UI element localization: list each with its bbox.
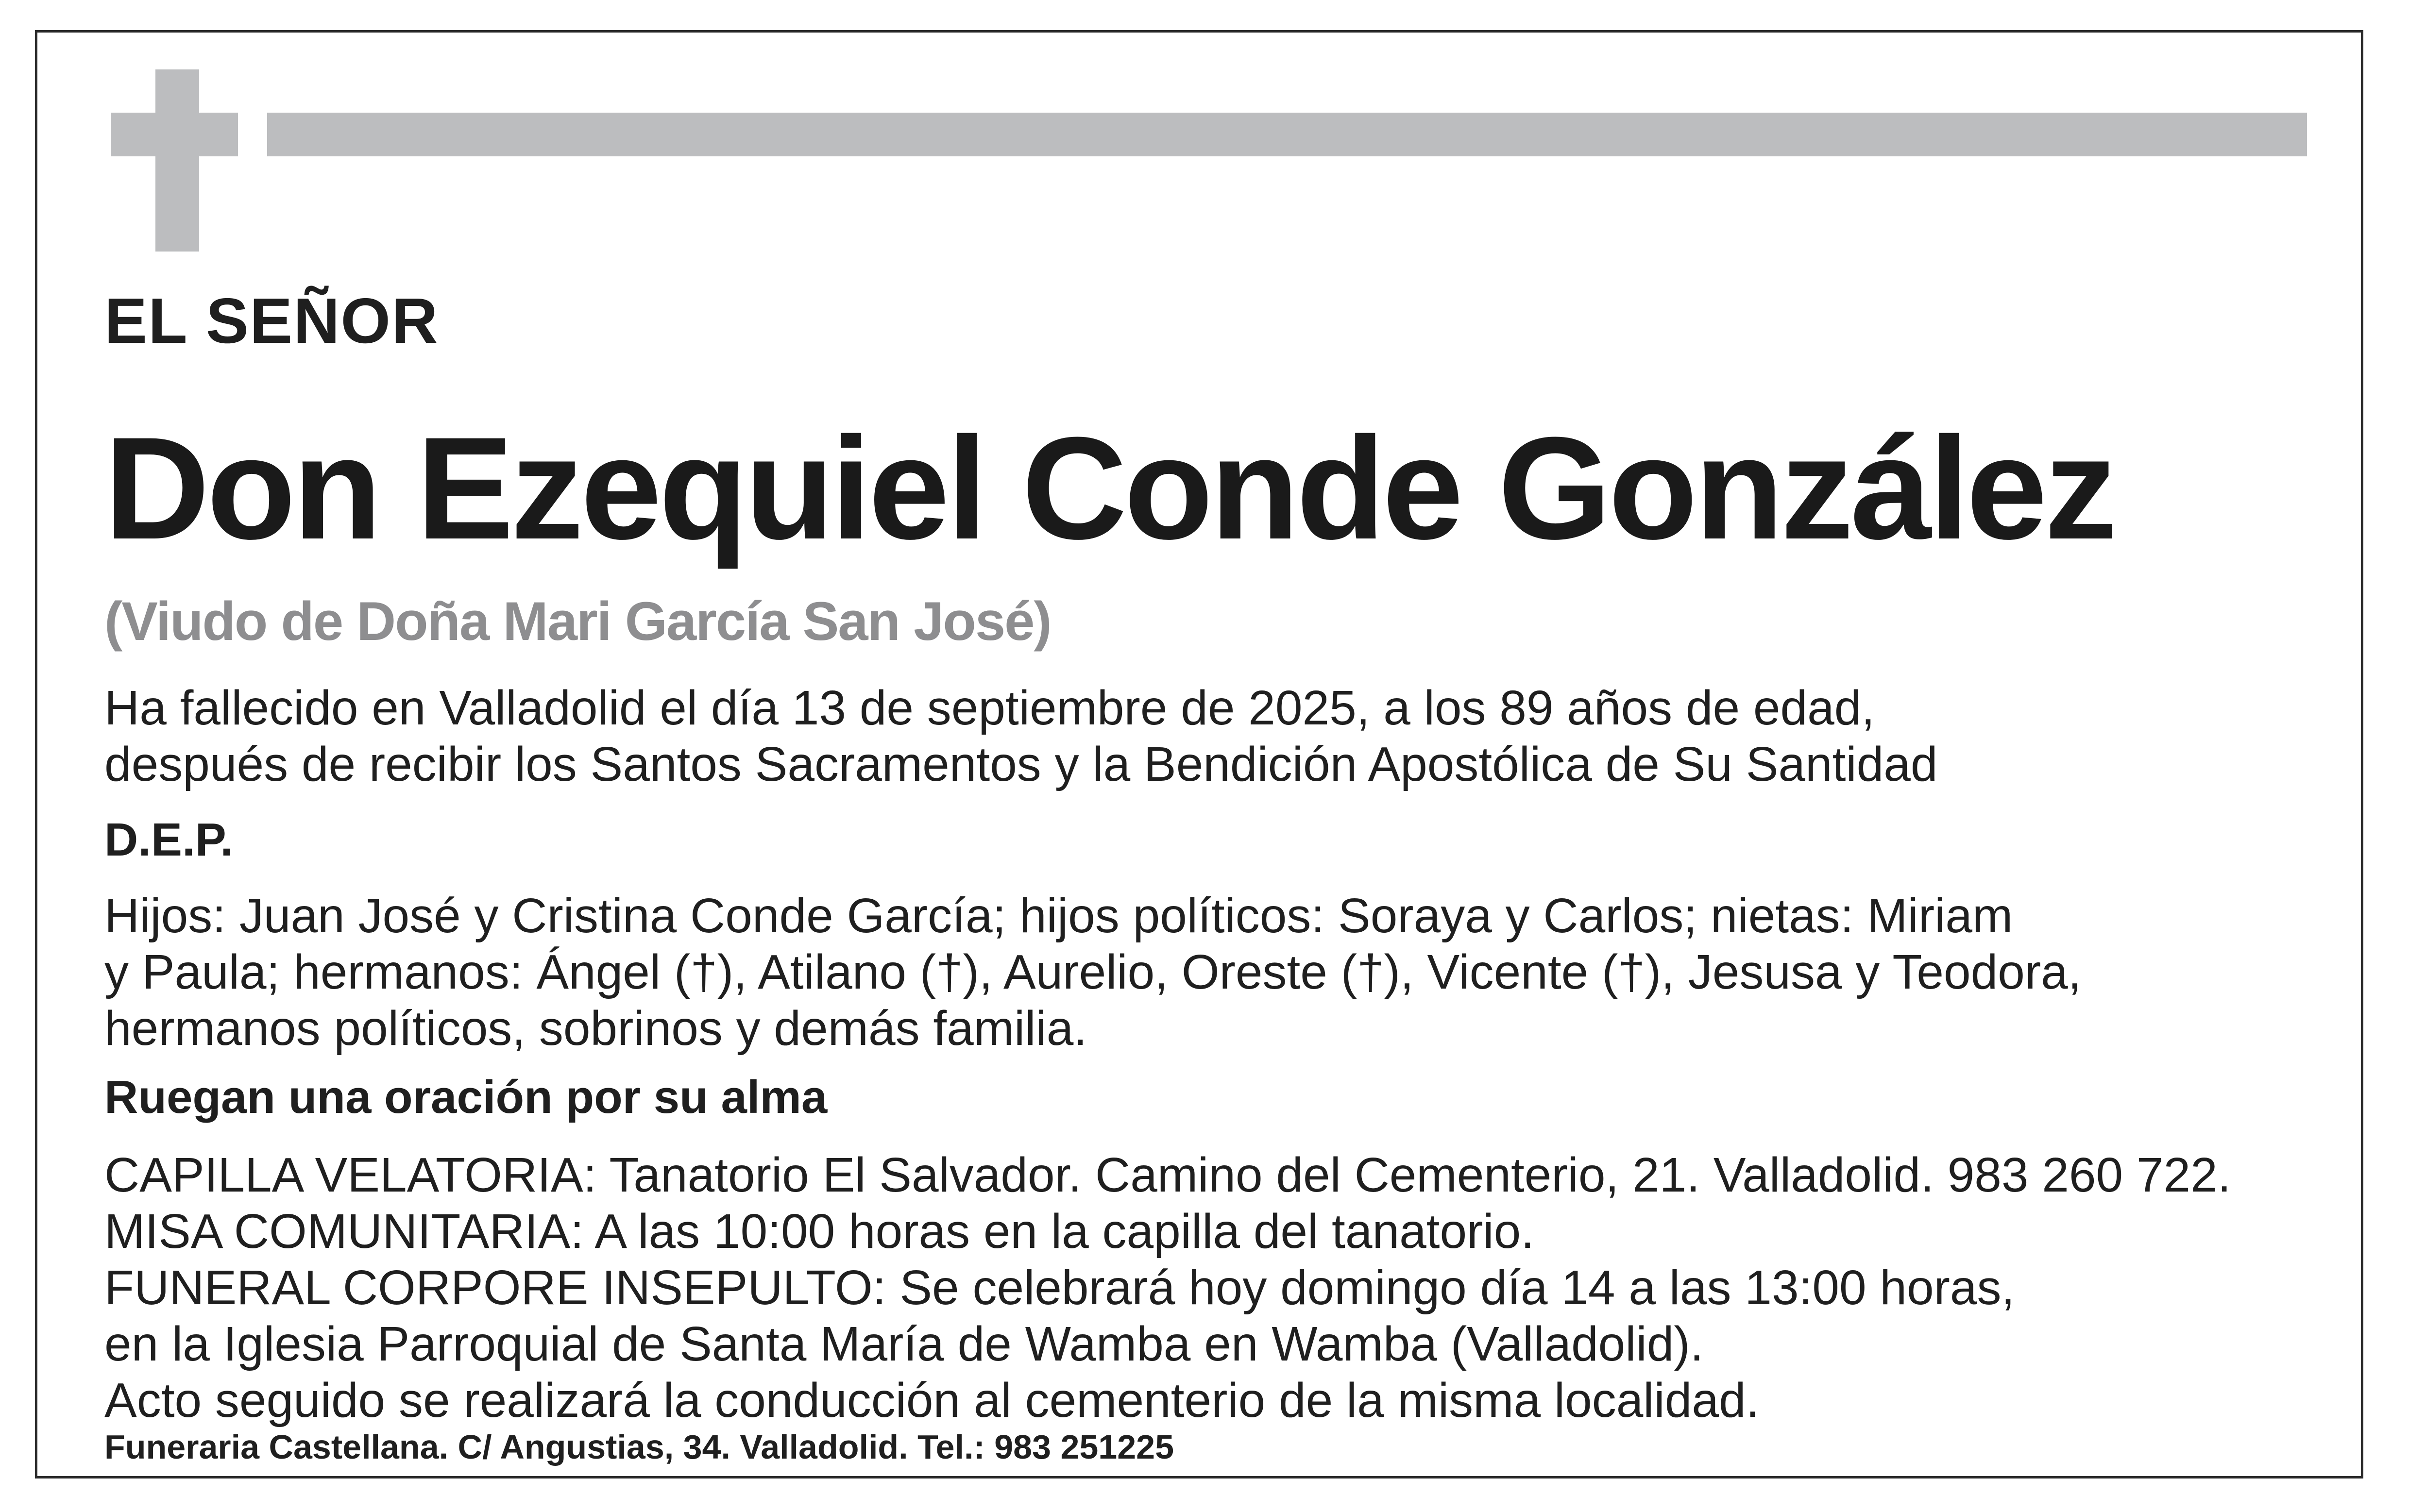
service-details-paragraph	[104, 1147, 2231, 1428]
deceased-name: Don Ezequiel Conde González	[104, 406, 2115, 570]
service-detail-line: en la Iglesia Parroquial de Santa María de Wamba en Wamba (Valladolid).	[104, 1317, 1704, 1371]
honorific-title: EL SEÑOR	[104, 285, 439, 356]
service-detail-line: MISA COMUNITARIA: A las 10:00 horas en la capilla del tanatorio.	[104, 1204, 1534, 1259]
header-rule	[267, 113, 2307, 156]
dep-heading: D.E.P.	[104, 814, 234, 866]
death-notice-line: después de recibir los Santos Sacramentos y la Bendición Apostólica de Su Santidad	[104, 737, 1938, 791]
family-line: hermanos políticos, sobrinos y demás familia.	[104, 1001, 1087, 1056]
service-detail-line: FUNERAL CORPORE INSEPULTO: Se celebrará hoy domingo día 14 a las 13:00 horas,	[104, 1260, 2015, 1315]
family-line: Hijos: Juan José y Cristina Conde García; hijos políticos: Soraya y Carlos; nietas: Miriam	[104, 889, 2013, 943]
cross-icon-horizontal-bar	[111, 113, 238, 156]
cross-icon-vertical-bar	[155, 69, 199, 252]
service-detail-line: CAPILLA VELATORIA: Tanatorio El Salvador. Camino del Cementerio, 21. Valladolid. 983 260 722.	[104, 1148, 2231, 1202]
family-line: y Paula; hermanos: Ángel (†), Atilano (†), Aurelio, Oreste (†), Vicente (†), Jesusa y Teodora,	[104, 945, 2082, 999]
funeral-home-footer: Funeraria Castellana. C/ Angustias, 34. Valladolid. Tel.: 983 251225	[104, 1428, 1174, 1466]
family-paragraph	[104, 888, 2082, 1057]
death-notice-paragraph	[104, 680, 1938, 792]
service-detail-line: Acto seguido se realizará la conducción al cementerio de la misma localidad.	[104, 1373, 1760, 1428]
death-notice-line: Ha fallecido en Valladolid el día 13 de septiembre de 2025, a los 89 años de edad,	[104, 681, 1875, 735]
prayer-request-heading: Ruegan una oración por su alma	[104, 1071, 828, 1123]
widow-of-line: (Viudo de Doña Mari García San José)	[104, 591, 1051, 652]
